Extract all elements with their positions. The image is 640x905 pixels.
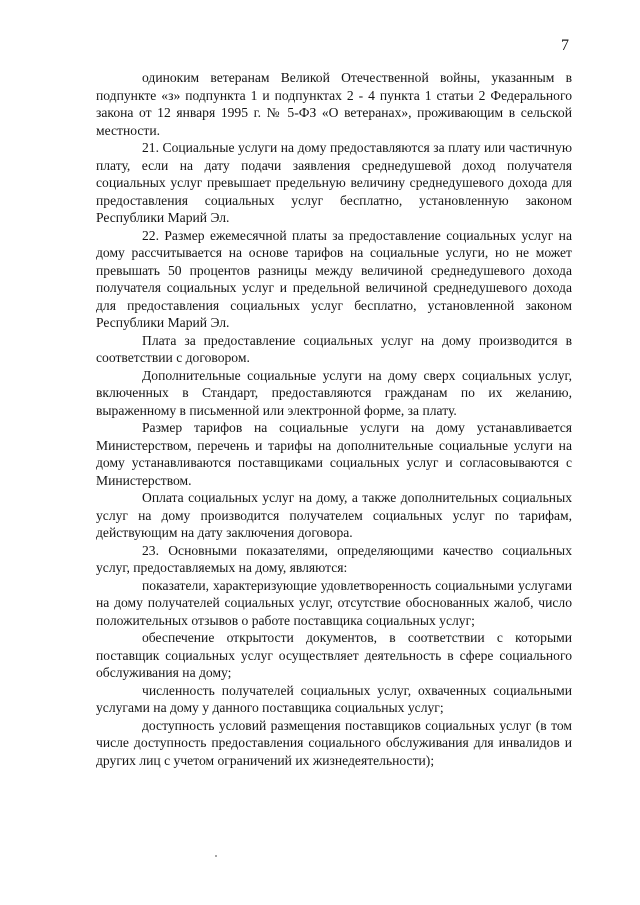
list-item-satisfaction: показатели, характеризующие удовлетворенность социальными услугами на дому получателей социальных услуг, отсутствие обоснованных жалоб, число положительных отзывов о работе поставщика социальных услуг; [96, 577, 572, 628]
paragraph-tariffs: Размер тарифов на социальные услуги на дому устанавливается Министерством, перечень и тарифы на дополнительные социальные услуги на дому устанавливаются поставщиками социальных услуг и согласовываются с Министерством. [96, 420, 572, 488]
list-item-recipients-count: численность получателей социальных услуг, охваченных социальными услугами на дому у данного поставщика социальных услуг; [96, 682, 572, 715]
page-number: 7 [561, 37, 569, 54]
paragraph-21-payment: 21. Социальные услуги на дому предоставляются за плату или частичную плату, если на дату подачи заявления среднедушевой доход получателя социальных услуг превышает предельную величину среднедушевого дохода для предоставления социальных услуг бесплатно, установленную законом Республики Марий Эл. [96, 140, 572, 225]
paragraph-fee-contract: Плата за предоставление социальных услуг на дому производится в соответствии с договором. [96, 332, 572, 365]
paragraph-23-quality-indicators: 23. Основными показателями, определяющими качество социальных услуг, предоставляемых на дому, являются: [96, 542, 572, 575]
list-item-openness: обеспечение открытости документов, в соответствии с которыми поставщик социальных услуг осуществляет деятельность в сфере социального обслуживания на дому; [96, 630, 572, 680]
list-item-accessibility: доступность условий размещения поставщиков социальных услуг (в том числе доступность предоставления социального обслуживания для инвалидов и других лиц с учетом ограничений их жизнедеятельности); [96, 717, 572, 768]
paragraph-additional-services: Дополнительные социальные услуги на дому сверх социальных услуг, включенных в Стандарт, предоставляются гражданам по их желанию, выраженному в письменной или электронной форме, за плату. [96, 367, 572, 418]
scan-speck [215, 855, 217, 857]
paragraph-payment-tariffs: Оплата социальных услуг на дому, а также дополнительных социальных услуг на дому производится получателем социальных услуг по тарифам, действующим на дату заключения договора. [96, 490, 572, 540]
document-body [96, 69, 572, 769]
paragraph-22-monthly-fee: 22. Размер ежемесячной платы за предоставление социальных услуг на дому рассчитывается на основе тарифов на социальные услуги, но не может превышать 50 процентов разницы между величиной среднедушевого дохода получателя социальных услуг и предельной величиной среднедушевого дохода для предоставления социальных услуг бесплатно, установленной законом Республики Марий Эл. [96, 227, 572, 330]
paragraph-veterans: одиноким ветеранам Великой Отечественной войны, указанным в подпункте «з» подпункта 1 и подпунктах 2 - 4 пункта 1 статьи 2 Федерального закона от 12 января 1995 г. № 5-ФЗ «О ветеранах», проживающим в сельской местности. [96, 70, 572, 138]
